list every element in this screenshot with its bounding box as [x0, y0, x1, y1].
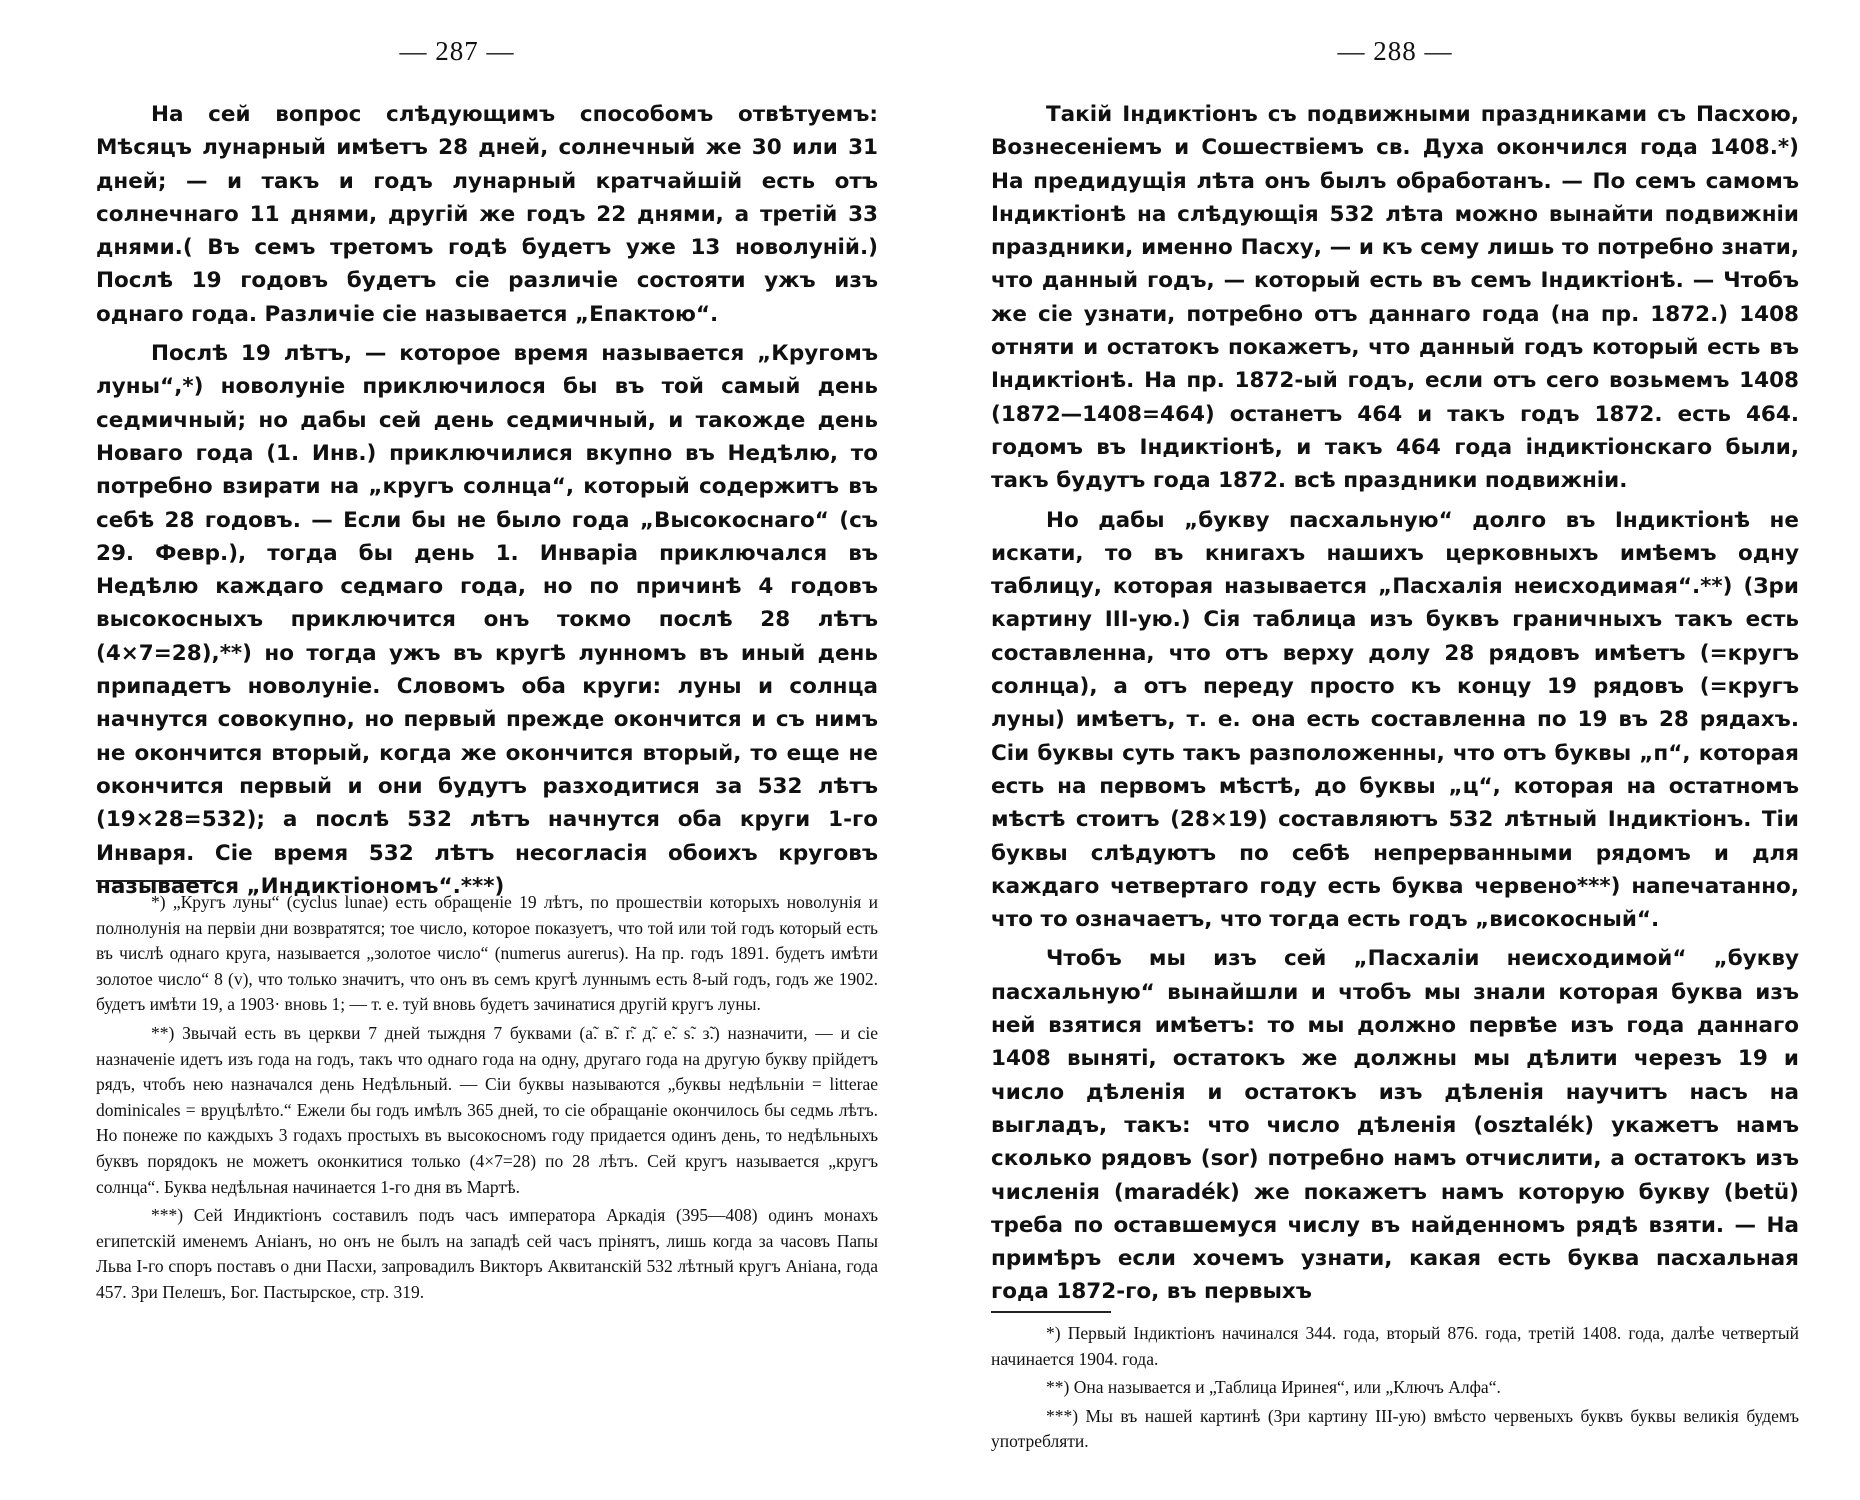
footnotes [991, 1321, 1799, 1458]
page-number: — 288 — [1337, 36, 1453, 66]
right-page [930, 0, 1860, 1500]
footnote: *) Первый Індиктіонъ начинался 344. года, вторый 876. года, третій 1408. года, далѣе четвертый начинается 1904. года. [991, 1323, 1799, 1369]
paragraph: Такій Індиктіонъ съ подвижными праздниками съ Пасхою, Вознесеніемъ и Сошествіемъ св. Духа окончился года 1408.*) На предидущія лѣта онъ былъ обработанъ. — По семъ самомъ Індиктіонѣ на слѣдующія 532 лѣта можно вынайти подвижніи праздники, именно Пасху, — и къ сему лишь то потребно знати, что данный годъ, — который есть въ семъ Індиктіонѣ. — Чтобъ же сіе узнати, потребно отъ даннаго года (на пр. 1872.) 1408 отняти и остатокъ покажетъ, что данный годъ который есть въ Індиктіонѣ. На пр. 1872-ый годъ, если отъ сего возьмемъ 1408 (1872—1408=464) останетъ 464 и такъ годъ 1872. есть 464. годомъ въ Індиктіонѣ, и такъ 464 года індиктіонскаго были, такъ будутъ года 1872. всѣ праздники подвижніи. [991, 102, 1799, 494]
paragraph: Послѣ 19 лѣтъ, — которое время называется „Кругомъ луны“,*) новолуніе приключилося бы въ той самый день седмичный; но дабы сей день седмичный, и такожде день Новаго года (1. Инв.) приключилися вкупно въ Недѣлю, то потребно взирати на „кругъ солнца“, который содержитъ въ себѣ 28 годовъ. — Если бы не было года „Высокоснаго“ (съ 29. Февр.), тогда бы день 1. Инваріа приключался въ Недѣлю каждаго седмаго года, но по причинѣ 4 годовъ высокосныхъ приключится онъ токмо послѣ 28 лѣтъ (4×7=28),**) но тогда ужъ въ кругѣ лунномъ въ иный день припадетъ новолуніе. Словомъ оба круги: луны и солнца начнутся совокупно, но первый прежде окончится и съ нимъ не окончится вторый, когда же окончится вторый, то еще не окончится первый и они будутъ разходитися за 532 лѣтъ (19×28=532); а послѣ 532 лѣтъ начнутся оба круги 1-го Инваря. Сіе время 532 лѣтъ несогласія обоихъ круговъ называется „Индиктіономъ“.***) [96, 341, 878, 899]
footnote: ***) Сей Индиктіонъ составилъ подъ часъ императора Аркадія (395—408) одинъ монахъ египетскій именемъ Аніанъ, но онъ не былъ на западѣ сей часъ прінятъ, лишь когда за часовъ Папы Льва І-го споръ поставъ о дни Пасхи, запровадилъ Викторъ Аквитанскій 532 лѣтный кругъ Аніана, года 457. Зри Пелешъ, Бог. Пастырское, стр. 319. [96, 1205, 878, 1302]
footnote-divider [991, 1311, 1111, 1313]
paragraph: Чтобъ мы изъ сей „Пасхаліи неисходимой“ „букву пасхальную“ вынайшли и чтобъ мы знали которая буква изъ ней взятися имѣетъ: то мы должно первѣе изъ года даннаго 1408 вынятi, остатокъ же должны мы дѣлити черезъ 19 и число дѣленія и остатокъ изъ дѣленія научитъ насъ на выгладъ, такъ: что число дѣленія (osztalék) укажетъ намъ сколько рядовъ (sor) потребно намъ отчислити, а остатокъ изъ численія (maradék) же покажетъ намъ которую букву (betü) треба по оставшемуся числу въ найденномъ рядѣ взяти. — На примѣръ если хочемъ узнати, какая есть буква пасхальная года 1872-го, въ первыхъ [991, 946, 1799, 1305]
footnote: **) Она называется и „Таблица Иринея“, или „Ключъ Алфа“. [1046, 1377, 1501, 1398]
footnote-divider [96, 880, 216, 882]
footnote: **) Звычай есть въ церкви 7 дней тыждня 7 буквами (а̃. в̃. г̃. д̃. е̃. ѕ̃. з̃.) назначити, — и сіе назначеніе идетъ изъ года на годъ, такъ что однаго года на одну, другаго года на другую букву прійдетъ рядъ, чтобъ нею назначался день Недѣльный. — Сіи буквы называются „буквы недѣльніи = litterae dominicales = вруцѣлѣто.“ Ежели бы годъ имѣлъ 365 дней, то сіе обращаніе окончилось бы седмь лѣтъ. Но понеже по каждыхъ 3 годахъ простыхъ въ высокосномъ году придается одинъ день, то недѣльныхъ буквъ порядокъ не можетъ оконкитися только (4×7=28) по 28 лѣтъ. Сей кругъ называется „кругъ солнца“. Буква недѣльная начинается 1-го дня въ Мартѣ. [96, 1022, 878, 1197]
main-text [991, 98, 1799, 1315]
footnotes [96, 890, 878, 1309]
footnote: *) „Кругъ луны“ (cyclus lunae) есть обращеніе 19 лѣтъ, по прошествіи которыхъ новолунія и полнолунія на первіи дни возвратятся; тое число, которое показуетъ, что той или той годъ который есть въ числѣ однаго круга, называется „золотое число“ (numerus aurerus). На пр. годъ 1891. будетъ имѣти золотое число“ 8 (v), что только значитъ, что онъ въ семъ кругѣ луннымъ есть 8-ый годъ, годъ же 1902. будетъ имѣти 19, а 1903· вновь 1; — т. е. туй вновь будетъ зачинатися другій кругъ луны. [96, 892, 878, 1015]
paragraph: Но дабы „букву пасхальную“ долго въ Індиктіонѣ не искати, то въ книгахъ нашихъ церковныхъ имѣемъ одну таблицу, которая называется „Пасхалія неисходимая“.**) (Зри картину ІІІ-ую.) Сія таблица изъ буквъ граничныхъ такъ есть составленна, что отъ верху долу 28 рядовъ имѣетъ (=кругъ солнца), а отъ переду просто къ концу 19 рядовъ (=кругъ луны) имѣетъ, т. е. она есть составленна по 19 въ 28 рядахъ. Сіи буквы суть такъ разположенны, что отъ буквы „п“, которая есть на первомъ мѣстѣ, до буквы „ц“, которая на остатномъ мѣстѣ стоитъ (28×19) составляютъ 532 лѣтный Індиктіонъ. Тіи буквы слѣдуютъ по себѣ непрерванными рядомъ и для каждаго четвертаго году есть буква червено***) напечатанно, что то означаетъ, что тогда есть годъ „високосный“. [991, 507, 1799, 933]
page-number: — 287 — [399, 36, 515, 66]
paragraph: На сей вопрос слѣдующимъ способомъ отвѣтуемъ: Мѣсяцъ лунарный имѣетъ 28 дней, солнечный же 30 или 31 дней; — и такъ и годъ лунарный кратчайшій есть отъ солнечнаго 11 днями, другій же годъ 22 днями, а третій 33 днями.( Въ семъ третомъ годѣ будетъ уже 13 новолуній.) Послѣ 19 годовъ будетъ сіе различіе состояти ужъ изъ однаго года. Различіе сіе называется „Епактою“. [96, 102, 878, 327]
main-text [96, 98, 878, 909]
footnote: ***) Мы въ нашей картинѣ (Зри картину ІІІ-ую) вмѣсто червеныхъ буквъ буквы великія будемъ употребляти. [991, 1405, 1799, 1452]
